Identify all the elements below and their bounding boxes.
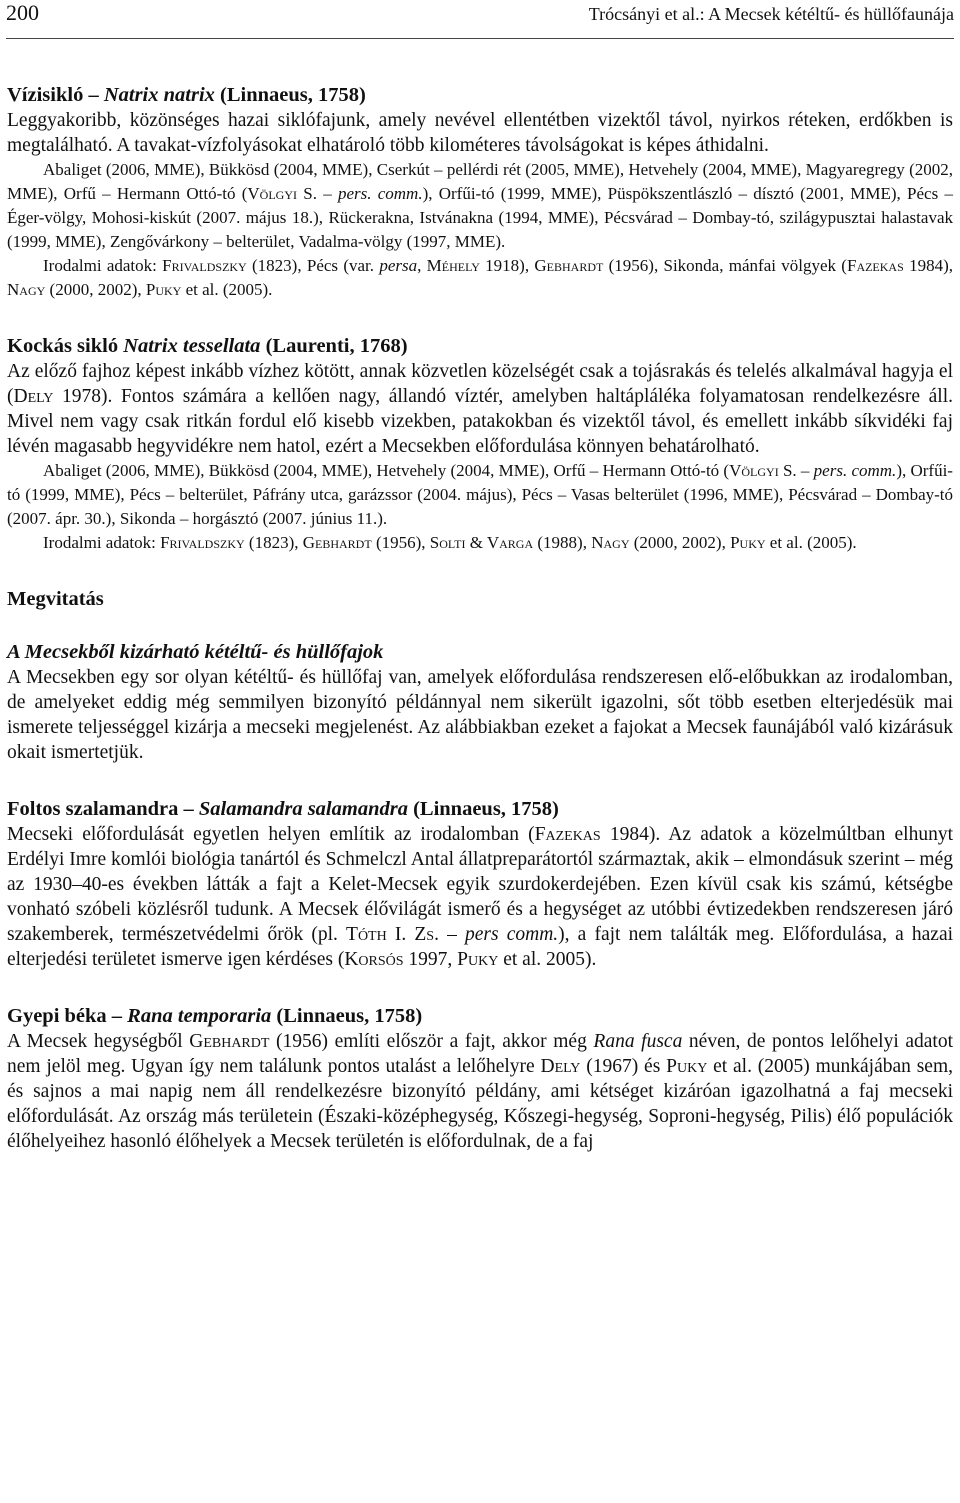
section-discussion <box>7 587 953 765</box>
literature-data: Irodalmi adatok: Frivaldszky (1823), Gebhardt (1956), Solti & Varga (1988), Nagy (2000, 2002), Puky et al. (2005). <box>43 533 857 552</box>
subsection-body: A Mecsekben egy sor olyan kétéltű- és hüllőfaj van, amelyek előfordulása rendszeresen elő-előbukkan az irodalomban, de amelyeket eddig még semmilyen bizonyító példánnyal nem sikerült igazolni, sőt több esetben elterjedésük mai ismerete teljességgel kizárja a mecseki megjelenést. Az alábbiakban ezeket a fajokat a Mecsek faunájából való kizárásuk okait ismertetjük. <box>7 667 953 763</box>
literature-data: Irodalmi adatok: Frivaldszky (1823), Pécs (var. persa, Méhely 1918), Gebhardt (1956), Sikonda, mánfai völgyek (Fazekas 1984), Nagy (2000, 2002), Puky et al. (2005). <box>7 256 953 299</box>
species-description: Leggyakoribb, közönséges hazai siklófajunk, amely nevével ellentétben vizektől távol, nyirkos réteken, erdőkben is megtalálható. A tavakat-vízfolyásokat elhatároló több kilométeres távolságokat is képes áthidalni. <box>7 110 953 156</box>
subsection-heading: A Mecsekből kizárható kétéltű- és hüllőfajok <box>7 641 384 663</box>
species-description: A Mecsek hegységből Gebhardt (1956) említi először a fajt, akkor még Rana fusca néven, de pontos lelőhelyi adatot nem jelöl meg. Ugyan így nem találunk pontos utalást a lelőhelyre Dely (1967) és Puky et al. (2005) munkájában sem, és sajnos a mai napig nem áll rendelkezésre bizonyító példány, ami kétséget kizáróan igazolhatná a faj mecseki előfordulását. Az ország más területein (Északi-középhegység, Kőszegi-hegység, Soproni-hegység, Pilis) élő populációk élőhelyeihez hasonló élőhelyek a Mecsek területén is előfordulnak, de a faj <box>7 1031 954 1152</box>
localities: Abaliget (2006, MME), Bükkösd (2004, MME), Cserkút – pellérdi rét (2005, MME), Hetvehely (2004, MME), Magyaregregy (2002, MME), Orfű – Hermann Ottó-tó (Völgyi S. – pers. comm.), Orfűi-tó (1999, MME), Püspökszentlászló – dísztó (2001, MME), Pécs – Éger-völgy, Mohosi-kiskút (2007. május 18.), Rückerakna, Istvánakna (1994, MME), Pécsvárad – Dombay-tó, szilágypusztai halastavak (1999, MME), Zengővárkony – belterület, Vadalma-völgy (1997, MME). <box>7 160 953 251</box>
section-rana-temporaria <box>7 1004 953 1154</box>
section-natrix-tessellata <box>7 334 953 555</box>
localities: Abaliget (2006, MME), Bükkösd (2004, MME), Hetvehely (2004, MME), Orfű – Hermann Ottó-tó (Völgyi S. – pers. comm.), Orfűi-tó (1999, MME), Pécs – belterület, Páfrány utca, garázssor (2004. május), Pécs – Vasas belterület (1996, MME), Pécsvárad – Dombay-tó (2007. ápr. 30.), Sikonda – horgásztó (2007. június 11.). <box>7 461 953 528</box>
section-heading: Megvitatás <box>7 588 104 610</box>
species-heading: Kockás sikló Natrix tessellata (Laurenti, 1768) <box>7 335 408 357</box>
species-description: Az előző fajhoz képest inkább vízhez kötött, annak közvetlen közelségét csak a tojásrakás és telelés alkalmával hagyja el (Dely 1978). Fontos számára a kellően nagy, állandó víztér, amelyben haltápláléka folyamatosan rendelkezésre áll. Mivel nem vagy csak ritkán fordul elő kisebb vizekben, patakokban és vizektől távol, és emellett inkább síkvidéki faj lévén magasabb hegyvidékre nem hatol, ezért a Mecsekben előfordulása könnyen behatárolható. <box>7 361 953 457</box>
page-number: 200 <box>6 0 39 25</box>
running-title: Trócsányi et al.: A Mecsek kétéltű- és hüllőfaunája <box>588 4 954 24</box>
species-heading: Gyepi béka – Rana temporaria (Linnaeus, 1758) <box>7 1005 423 1027</box>
species-description: Mecseki előfordulását egyetlen helyen említik az irodalomban (Fazekas 1984). Az adatok a közelmúltban elhunyt Erdélyi Imre komlói biológia tanártól és Schmelczl Antal állatpreparátortól származtak, akik – elmondásuk szerint – még az 1930–40-es években látták a fajt a Kelet-Mecsek egyik szurdokerdejében. Ezen kívül csak kis számú, kétségbe vonható szóbeli közlésről tudunk. A Mecsek élővilágát ismerő és a hegységet az utóbbi évtizedekben rendszeresen járó szakemberek, természetvédelmi őrök (pl. Tóth I. Zs. – pers comm.), a fajt nem találták meg. Előfordulása, a hazai elterjedési területet ismerve igen kérdéses (Korsós 1997, Puky et al. 2005). <box>7 824 954 970</box>
section-salamandra <box>7 797 953 972</box>
running-header <box>6 0 954 39</box>
species-heading: Vízisikló – Natrix natrix (Linnaeus, 1758) <box>7 84 366 106</box>
section-natrix-natrix <box>7 83 953 302</box>
species-heading: Foltos szalamandra – Salamandra salamandra (Linnaeus, 1758) <box>7 798 559 820</box>
